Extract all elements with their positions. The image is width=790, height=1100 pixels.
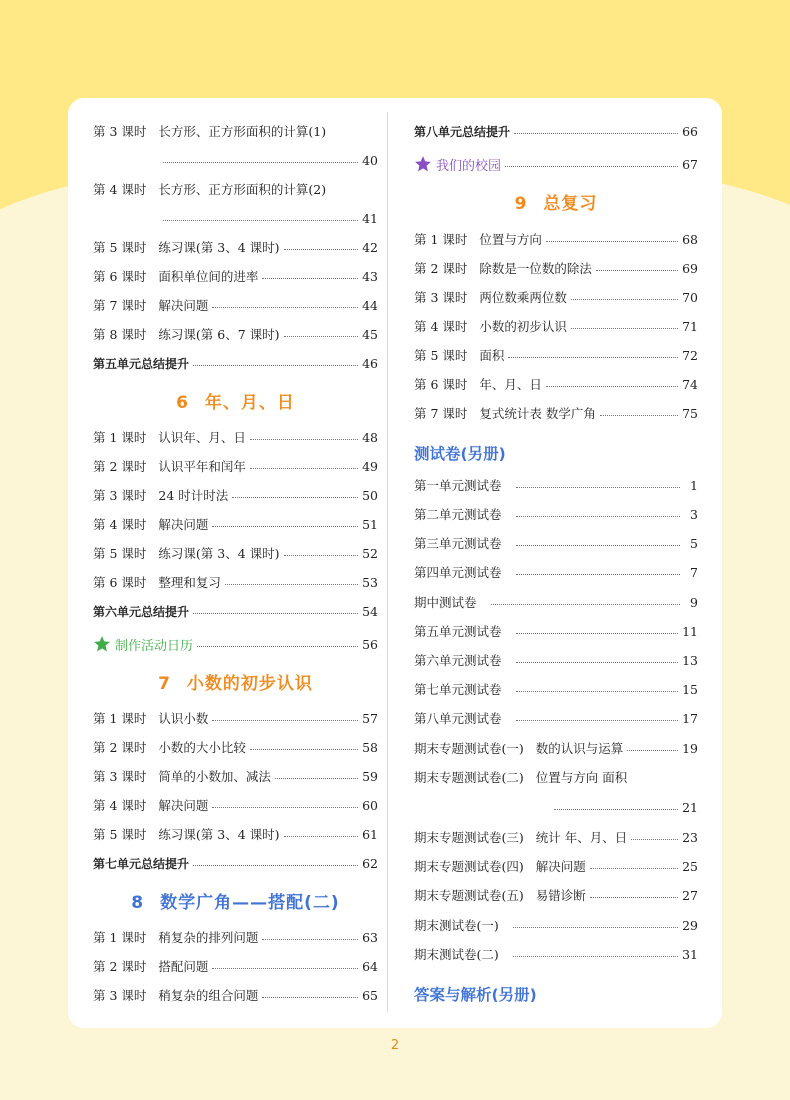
leader-dots (250, 438, 358, 440)
page-number: 31 (682, 946, 698, 962)
lesson-title: 解决问题 (158, 298, 209, 313)
page-number: 63 (362, 929, 378, 945)
summary-label: 第五单元总结提升 (93, 356, 190, 371)
toc-entry[interactable] (93, 294, 378, 316)
lesson-title: 小数的初步认识 (479, 319, 567, 334)
column-divider (387, 112, 388, 1012)
toc-entry[interactable] (93, 455, 378, 477)
leader-dots (193, 364, 358, 366)
lesson-title: 面积 (479, 348, 505, 363)
lesson-title: 稍复杂的排列问题 (158, 930, 259, 945)
toc-entry[interactable] (93, 265, 378, 287)
lesson-title: 认识小数 (158, 711, 209, 726)
page-number: 17 (682, 710, 698, 726)
page-number: 45 (362, 326, 378, 342)
page-number: 69 (682, 260, 698, 276)
page-number: 43 (362, 268, 378, 284)
toc-entry[interactable] (414, 286, 698, 308)
toc-entry[interactable] (93, 513, 378, 535)
page-number: 41 (362, 210, 378, 226)
page-number: 60 (362, 797, 378, 813)
leader-dots (516, 573, 680, 575)
leader-dots (225, 583, 358, 585)
leader-dots (516, 661, 679, 663)
page-number: 65 (362, 987, 378, 1003)
toc-entry[interactable] (93, 823, 378, 845)
leader-dots (546, 385, 678, 387)
leader-dots (491, 603, 680, 605)
lesson-label: 第 4 课时 (93, 182, 147, 197)
page-number: 7 (690, 564, 698, 580)
test-title: 易错诊断 (535, 888, 586, 903)
test-label: 期末专题测试卷(一) (414, 741, 524, 756)
lesson-title: 练习课(第 6、7 课时) (158, 327, 280, 342)
test-label: 期末专题测试卷(五) (414, 888, 524, 903)
unit-number: 9 (514, 194, 528, 214)
toc-entry[interactable] (93, 955, 378, 977)
test-label: 期末测试卷(二) (414, 947, 499, 962)
leader-dots (514, 132, 678, 134)
lesson-title: 除数是一位数的除法 (479, 261, 592, 276)
page-number: 29 (682, 917, 698, 933)
page-number: 52 (362, 545, 378, 561)
special-test-entry[interactable] (414, 855, 698, 877)
leader-dots (513, 926, 678, 928)
leader-dots (250, 467, 358, 469)
lesson-title: 年、月、日 (479, 377, 542, 392)
toc-entry[interactable] (93, 736, 378, 758)
leader-dots (232, 496, 358, 498)
toc-entry[interactable] (93, 765, 378, 787)
leader-dots (596, 269, 678, 271)
page-number: 3 (690, 506, 698, 522)
page-number: 11 (682, 623, 698, 639)
test-entry[interactable] (414, 503, 698, 525)
leader-dots (516, 544, 680, 546)
page-number: 53 (362, 574, 378, 590)
test-label: 第七单元测试卷 (414, 682, 502, 697)
activity-label: 我们的校园 (436, 158, 502, 174)
unit-title: 小数的初步认识 (186, 674, 313, 694)
page-number: 68 (682, 231, 698, 247)
unit-title: 总复习 (543, 194, 598, 214)
toc-entry[interactable] (414, 402, 698, 424)
page-number: 62 (362, 855, 378, 871)
lesson-label: 第 2 课时 (93, 959, 147, 974)
toc-entry[interactable] (93, 794, 378, 816)
lesson-title: 面积单位间的进率 (158, 269, 259, 284)
unit-8-heading[interactable] (93, 888, 378, 918)
test-entry[interactable] (414, 591, 698, 613)
toc-entry[interactable] (414, 257, 698, 279)
special-test-entry-continuation[interactable] (414, 796, 698, 818)
leader-dots (284, 335, 359, 337)
lesson-title: 位置与方向 (479, 232, 542, 247)
leader-dots (284, 835, 359, 837)
test-entry[interactable] (414, 620, 698, 642)
leader-dots (250, 748, 358, 750)
leader-dots (631, 838, 678, 840)
page-number: 27 (682, 887, 698, 903)
test-label: 第四单元测试卷 (414, 565, 502, 580)
test-label: 期末专题测试卷(三) (414, 830, 524, 845)
special-test-entry[interactable] (414, 826, 698, 848)
leader-dots (516, 690, 679, 692)
lesson-title: 练习课(第 3、4 课时) (158, 240, 280, 255)
toc-entry[interactable] (414, 373, 698, 395)
toc-entry[interactable] (93, 707, 378, 729)
lesson-title: 复式统计表 数学广角 (479, 406, 596, 421)
lesson-title: 小数的大小比较 (158, 740, 246, 755)
toc-entry[interactable] (93, 120, 378, 142)
page-number: 56 (362, 636, 378, 652)
lesson-title: 认识年、月、日 (158, 430, 246, 445)
toc-entry[interactable] (93, 178, 378, 200)
summary-label: 第八单元总结提升 (414, 124, 511, 139)
leader-dots (513, 955, 678, 957)
page-number: 66 (682, 123, 698, 139)
leader-dots (508, 356, 678, 358)
special-test-entry[interactable] (414, 884, 698, 906)
page-number: 46 (362, 355, 378, 371)
lesson-title: 练习课(第 3、4 课时) (158, 546, 280, 561)
summary-label: 第六单元总结提升 (93, 604, 190, 619)
toc-entry[interactable] (414, 228, 698, 250)
page-number: 49 (362, 458, 378, 474)
leader-dots (197, 646, 358, 647)
test-entry[interactable] (414, 561, 698, 583)
leader-dots (212, 967, 358, 969)
lesson-title: 长方形、正方形面积的计算(2) (158, 182, 327, 197)
leader-dots (571, 327, 678, 329)
unit-summary-entry[interactable] (414, 120, 698, 142)
test-entry[interactable] (414, 649, 698, 671)
page-number: 71 (682, 318, 698, 334)
tests-heading[interactable]: 测试卷(另册) (414, 445, 506, 463)
test-label: 第五单元测试卷 (414, 624, 502, 639)
activity-label: 制作活动日历 (115, 638, 194, 654)
unit-summary-entry[interactable] (93, 600, 378, 622)
page-number: 13 (682, 652, 698, 668)
test-label: 第三单元测试卷 (414, 536, 502, 551)
page-number: 40 (362, 152, 378, 168)
lesson-label: 第 7 课时 (93, 298, 147, 313)
lesson-label: 第 6 课时 (93, 269, 147, 284)
toc-entry-continuation[interactable] (93, 149, 378, 171)
toc-entry[interactable] (93, 236, 378, 258)
leader-dots (600, 414, 678, 416)
lesson-title: 练习课(第 3、4 课时) (158, 827, 280, 842)
special-test-entry[interactable] (414, 737, 698, 759)
lesson-label: 第 6 课时 (93, 575, 147, 590)
page-number: 1 (690, 477, 698, 493)
unit-7-heading[interactable] (93, 669, 378, 699)
lesson-label: 第 4 课时 (414, 319, 468, 334)
leader-dots (193, 864, 358, 866)
leader-dots (212, 719, 358, 721)
lesson-label: 第 5 课时 (93, 240, 147, 255)
test-label: 第六单元测试卷 (414, 653, 502, 668)
unit-9-heading[interactable] (414, 189, 698, 219)
test-label: 期中测试卷 (414, 595, 477, 610)
toc-entry[interactable] (414, 315, 698, 337)
leader-dots (590, 867, 678, 869)
page-number: 42 (362, 239, 378, 255)
leader-dots (590, 896, 678, 898)
lesson-label: 第 8 课时 (93, 327, 147, 342)
page-number: 57 (362, 710, 378, 726)
unit-number: 8 (131, 893, 145, 913)
lesson-title: 24 时计时法 (158, 488, 229, 503)
lesson-label: 第 2 课时 (93, 459, 147, 474)
test-label: 第二单元测试卷 (414, 507, 502, 522)
toc-entry[interactable] (93, 323, 378, 345)
lesson-title: 整理和复习 (158, 575, 221, 590)
unit-number: 7 (158, 674, 171, 694)
leader-dots (212, 806, 358, 808)
leader-dots (262, 996, 358, 998)
page-number: 48 (362, 429, 378, 445)
page-number: 23 (682, 829, 698, 845)
test-label: 第一单元测试卷 (414, 478, 502, 493)
page-number: 61 (362, 826, 378, 842)
test-entry[interactable] (414, 707, 698, 729)
lesson-label: 第 6 课时 (414, 377, 468, 392)
page-number: 21 (682, 799, 698, 815)
test-entry[interactable] (414, 474, 698, 496)
page-number: 25 (682, 858, 698, 874)
leader-dots (212, 306, 358, 308)
leader-dots (193, 612, 358, 614)
unit-number: 6 (176, 393, 189, 413)
lesson-label: 第 2 课时 (414, 261, 468, 276)
lesson-title: 稍复杂的组合问题 (158, 988, 259, 1003)
lesson-title: 两位数乘两位数 (479, 290, 567, 305)
page-number: 15 (682, 681, 698, 697)
lesson-label: 第 2 课时 (93, 740, 147, 755)
lesson-label: 第 3 课时 (93, 769, 147, 784)
leader-dots (262, 277, 358, 279)
leader-dots (505, 166, 678, 167)
page-number: 19 (682, 740, 698, 756)
leader-dots (554, 808, 678, 810)
page-number: 59 (362, 768, 378, 784)
page-number: 54 (362, 603, 378, 619)
lesson-label: 第 5 课时 (414, 348, 468, 363)
page-number: 75 (682, 405, 698, 421)
unit-title: 年、月、日 (204, 393, 295, 413)
page-number: 72 (682, 347, 698, 363)
test-title: 位置与方向 面积 (535, 770, 628, 785)
test-title: 统计 年、月、日 (535, 830, 628, 845)
activity-entry[interactable] (414, 153, 698, 175)
answers-heading[interactable]: 答案与解析(另册) (414, 986, 537, 1004)
page-number: 51 (362, 516, 378, 532)
star-icon (414, 155, 432, 173)
page-number: 5 (690, 535, 698, 551)
toc-entry[interactable] (93, 426, 378, 448)
lesson-label: 第 1 课时 (93, 930, 147, 945)
toc-entry[interactable] (93, 571, 378, 593)
lesson-label: 第 5 课时 (93, 546, 147, 561)
test-label: 第八单元测试卷 (414, 711, 502, 726)
page-number: 74 (682, 376, 698, 392)
test-label: 期末专题测试卷(四) (414, 859, 524, 874)
test-entry[interactable] (414, 532, 698, 554)
lesson-label: 第 5 课时 (93, 827, 147, 842)
page-number: 9 (690, 594, 698, 610)
toc-entry[interactable] (414, 344, 698, 366)
leader-dots (516, 515, 680, 517)
leader-dots (571, 298, 678, 300)
page-number: 58 (362, 739, 378, 755)
leader-dots (516, 632, 679, 634)
leader-dots (284, 248, 359, 250)
unit-title: 数学广角——搭配(二) (160, 893, 340, 913)
test-entry[interactable] (414, 914, 698, 936)
toc-entry[interactable] (93, 542, 378, 564)
lesson-title: 解决问题 (158, 798, 209, 813)
test-label: 期末测试卷(一) (414, 918, 499, 933)
lesson-label: 第 3 课时 (93, 988, 147, 1003)
test-title: 数的认识与运算 (535, 741, 624, 756)
test-title: 解决问题 (535, 859, 586, 874)
page-number: 67 (682, 156, 698, 172)
lesson-title: 解决问题 (158, 517, 209, 532)
lesson-label: 第 7 课时 (414, 406, 468, 421)
leader-dots (516, 719, 679, 721)
unit-summary-entry[interactable] (93, 852, 378, 874)
lesson-title: 简单的小数加、减法 (158, 769, 271, 784)
leader-dots (262, 938, 358, 940)
lesson-label: 第 3 课时 (93, 488, 147, 503)
summary-label: 第七单元总结提升 (93, 856, 190, 871)
toc-entry[interactable] (93, 926, 378, 948)
test-entry[interactable] (414, 678, 698, 700)
lesson-label: 第 3 课时 (414, 290, 468, 305)
leader-dots (163, 161, 358, 163)
lesson-label: 第 1 课时 (93, 430, 147, 445)
lesson-label: 第 1 课时 (93, 711, 147, 726)
page-number: 64 (362, 958, 378, 974)
leader-dots (275, 777, 358, 779)
page-number: 44 (362, 297, 378, 313)
lesson-label: 第 1 课时 (414, 232, 468, 247)
leader-dots (627, 749, 678, 751)
leader-dots (516, 486, 680, 488)
toc-entry[interactable] (93, 484, 378, 506)
test-entry[interactable] (414, 943, 698, 965)
test-label: 期末专题测试卷(二) (414, 770, 524, 785)
leader-dots (163, 219, 358, 221)
leader-dots (546, 240, 678, 242)
lesson-label: 第 4 课时 (93, 517, 147, 532)
page-footer-number: 2 (390, 1038, 400, 1053)
toc-entry[interactable] (93, 984, 378, 1006)
activity-entry[interactable] (93, 633, 378, 655)
unit-summary-entry[interactable] (93, 352, 378, 374)
lesson-title: 长方形、正方形面积的计算(1) (158, 124, 327, 139)
leader-dots (212, 525, 358, 527)
page-number: 70 (682, 289, 698, 305)
toc-entry-continuation[interactable] (93, 207, 378, 229)
lesson-label: 第 3 课时 (93, 124, 147, 139)
star-icon (93, 635, 111, 653)
lesson-label: 第 4 课时 (93, 798, 147, 813)
special-test-entry[interactable] (414, 766, 698, 788)
lesson-title: 认识平年和闰年 (158, 459, 246, 474)
unit-6-heading[interactable] (93, 388, 378, 418)
page-number: 50 (362, 487, 378, 503)
lesson-title: 搭配问题 (158, 959, 209, 974)
leader-dots (284, 554, 359, 556)
